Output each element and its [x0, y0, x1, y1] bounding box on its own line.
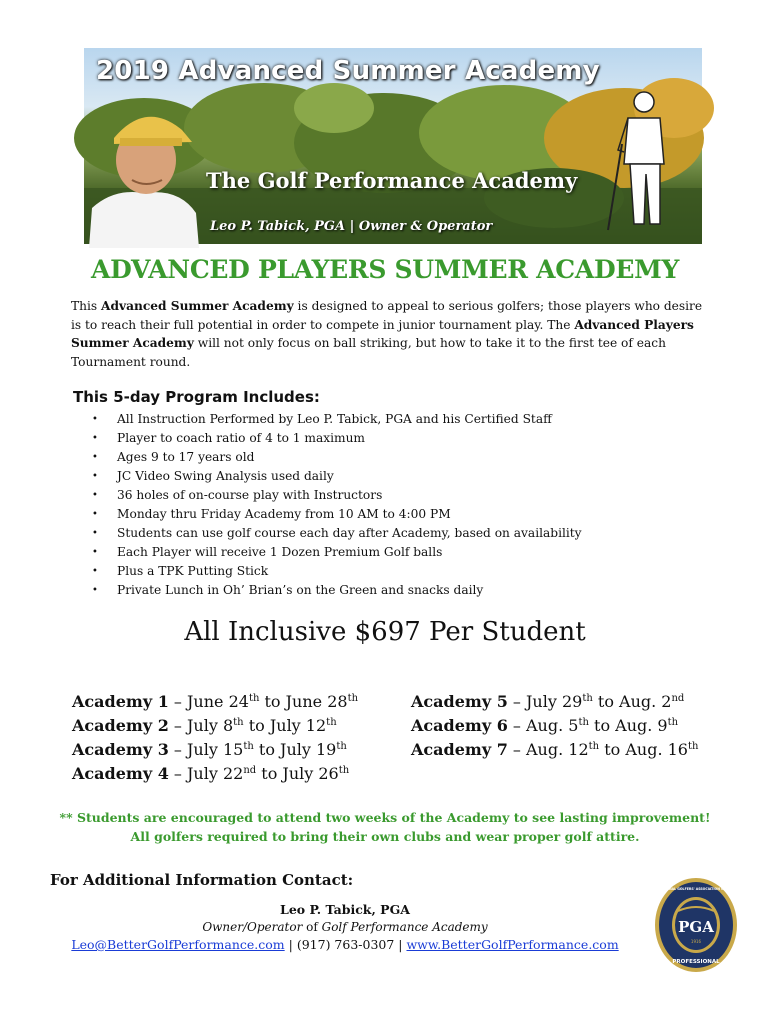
- separator: –: [507, 692, 526, 711]
- list-item-text: Students can use golf course each day after Academy, based on availability: [117, 526, 582, 540]
- seal-center-text: PGA: [678, 918, 714, 936]
- bullet-icon: •: [92, 566, 98, 577]
- list-item-text: Player to coach ratio of 4 to 1 maximum: [117, 431, 365, 445]
- intro-text: will not only focus on ball striking, but how to take it to the first tee of each Tournament round.: [71, 336, 666, 369]
- ordinal-suffix: th: [233, 717, 244, 728]
- note-line: All golfers required to bring their own clubs and wear proper golf attire.: [130, 829, 640, 844]
- banner-image: [84, 48, 702, 244]
- contact-name: Leo P. Tabick, PGA: [280, 902, 410, 917]
- schedule-row: [72, 714, 358, 738]
- separator: –: [168, 716, 187, 735]
- role-organization: Golf Performance Academy: [321, 920, 488, 934]
- contact-role: [0, 920, 690, 934]
- start-date: July 8: [187, 716, 234, 735]
- end-date: Aug. 2: [619, 692, 672, 711]
- ordinal-suffix: nd: [671, 693, 685, 704]
- banner-byline: Leo P. Tabick, PGA | Owner & Operator: [210, 219, 493, 234]
- list-item: [92, 524, 582, 543]
- end-date: July 12: [269, 716, 327, 735]
- list-item: [92, 581, 582, 600]
- end-date: Aug. 16: [625, 740, 688, 759]
- ordinal-suffix: th: [582, 693, 593, 704]
- ordinal-suffix: th: [243, 741, 254, 752]
- banner-subtitle: The Golf Performance Academy: [206, 168, 578, 193]
- to-word: to: [259, 692, 286, 711]
- separator: –: [168, 692, 187, 711]
- ordinal-suffix: th: [326, 717, 337, 728]
- ordinal-suffix: th: [687, 741, 699, 752]
- program-list: [92, 410, 582, 600]
- banner-title: 2019 Advanced Summer Academy: [96, 56, 600, 86]
- list-item: [92, 429, 582, 448]
- ordinal-suffix: th: [588, 741, 600, 752]
- intro-text: This: [71, 299, 102, 313]
- role-title: Owner/Operator: [202, 920, 303, 934]
- bullet-icon: •: [92, 509, 98, 520]
- to-word: to: [588, 716, 616, 735]
- list-item: [92, 505, 582, 524]
- to-word: to: [243, 716, 270, 735]
- page-title: ADVANCED PLAYERS SUMMER ACADEMY: [90, 255, 680, 284]
- to-word: to: [592, 692, 620, 711]
- separator: –: [168, 740, 187, 759]
- list-item: [92, 467, 582, 486]
- email-link[interactable]: Leo@BetterGolfPerformance.com: [71, 937, 285, 952]
- academy-name: Academy 4: [72, 764, 169, 783]
- schedule-row: [72, 738, 358, 762]
- website-link[interactable]: www.BetterGolfPerformance.com: [406, 937, 619, 952]
- seal-year: 1916: [690, 939, 702, 944]
- to-word: to: [256, 764, 283, 783]
- separator: –: [507, 716, 526, 735]
- separator: –: [507, 740, 526, 759]
- pga-seal-logo: [648, 877, 744, 973]
- bullet-icon: •: [92, 433, 98, 444]
- start-date: Aug. 5: [526, 716, 579, 735]
- contact-heading: For Additional Information Contact:: [50, 871, 354, 889]
- separator: –: [168, 764, 187, 783]
- intro-paragraph: [71, 297, 711, 371]
- start-date: July 15: [187, 740, 244, 759]
- bullet-icon: •: [92, 585, 98, 596]
- intro-bold: Advanced Players Summer Academy: [71, 317, 694, 350]
- end-date: June 28: [285, 692, 348, 711]
- end-date: July 19: [280, 740, 337, 759]
- notes-block: [0, 808, 770, 846]
- academy-name: Academy 7: [411, 740, 508, 759]
- seal-bottom-text: PROFESSIONAL: [672, 959, 720, 965]
- list-item-text: JC Video Swing Analysis used daily: [117, 469, 334, 483]
- phone-number: (917) 763-0307: [296, 937, 395, 952]
- academy-name: Academy 6: [411, 716, 508, 735]
- ordinal-suffix: nd: [243, 765, 257, 776]
- end-date: Aug. 9: [615, 716, 668, 735]
- intro-bold: Advanced Summer Academy: [101, 299, 294, 313]
- academy-name: Academy 1: [72, 692, 169, 711]
- schedule-right-column: [411, 690, 698, 762]
- academy-name: Academy 5: [411, 692, 508, 711]
- seal-ring-text: PROFESSIONAL GOLFERS' ASSOCIATION OF AMERICA: [648, 887, 744, 891]
- golfer-illustration: [604, 84, 684, 234]
- separator: |: [284, 937, 297, 952]
- list-item-text: Each Player will receive 1 Dozen Premium Golf balls: [117, 545, 443, 559]
- list-item: [92, 543, 582, 562]
- ordinal-suffix: th: [578, 717, 589, 728]
- start-date: July 29: [526, 692, 583, 711]
- instructor-photo: [84, 88, 204, 248]
- schedule-row: [72, 690, 358, 714]
- end-date: July 26: [282, 764, 339, 783]
- role-connector: of: [302, 920, 322, 934]
- bullet-icon: •: [92, 547, 98, 558]
- start-date: June 24: [187, 692, 249, 711]
- ordinal-suffix: th: [667, 717, 679, 728]
- list-item: [92, 410, 582, 429]
- list-item-text: Private Lunch in Oh’ Brian’s on the Green and snacks daily: [117, 583, 484, 597]
- ordinal-suffix: th: [347, 693, 359, 704]
- schedule-row: [72, 762, 358, 786]
- intro-text: is designed to appeal to serious golfers; those players who desire is to reach their full potential in order to compete in junior tournament play. The: [71, 299, 703, 332]
- price-banner: All Inclusive $697 Per Student: [184, 617, 586, 647]
- start-date: Aug. 12: [526, 740, 589, 759]
- bullet-icon: •: [92, 452, 98, 463]
- ordinal-suffix: th: [248, 693, 260, 704]
- schedule-row: [411, 690, 698, 714]
- list-item: [92, 486, 582, 505]
- list-item-text: All Instruction Performed by Leo P. Tabick, PGA and his Certified Staff: [117, 412, 552, 426]
- bullet-icon: •: [92, 471, 98, 482]
- list-item-text: Monday thru Friday Academy from 10 AM to 4:00 PM: [117, 507, 451, 521]
- separator: |: [394, 937, 407, 952]
- list-item: [92, 562, 582, 581]
- list-item-text: Plus a TPK Putting Stick: [117, 564, 269, 578]
- schedule-left-column: [72, 690, 358, 786]
- list-item-text: 36 holes of on-course play with Instructors: [117, 488, 383, 502]
- program-heading: This 5-day Program Includes:: [73, 388, 320, 406]
- bullet-icon: •: [92, 414, 98, 425]
- bullet-icon: •: [92, 490, 98, 501]
- schedule-row: [411, 714, 698, 738]
- schedule-row: [411, 738, 698, 762]
- to-word: to: [599, 740, 626, 759]
- ordinal-suffix: th: [338, 765, 350, 776]
- academy-name: Academy 2: [72, 716, 169, 735]
- list-item-text: Ages 9 to 17 years old: [117, 450, 255, 464]
- bullet-icon: •: [92, 528, 98, 539]
- note-line: ** Students are encouraged to attend two weeks of the Academy to see lasting improvement!: [59, 810, 711, 825]
- academy-name: Academy 3: [72, 740, 169, 759]
- contact-links: [0, 937, 690, 952]
- list-item: [92, 448, 582, 467]
- to-word: to: [253, 740, 281, 759]
- ordinal-suffix: th: [336, 741, 347, 752]
- start-date: July 22: [187, 764, 244, 783]
